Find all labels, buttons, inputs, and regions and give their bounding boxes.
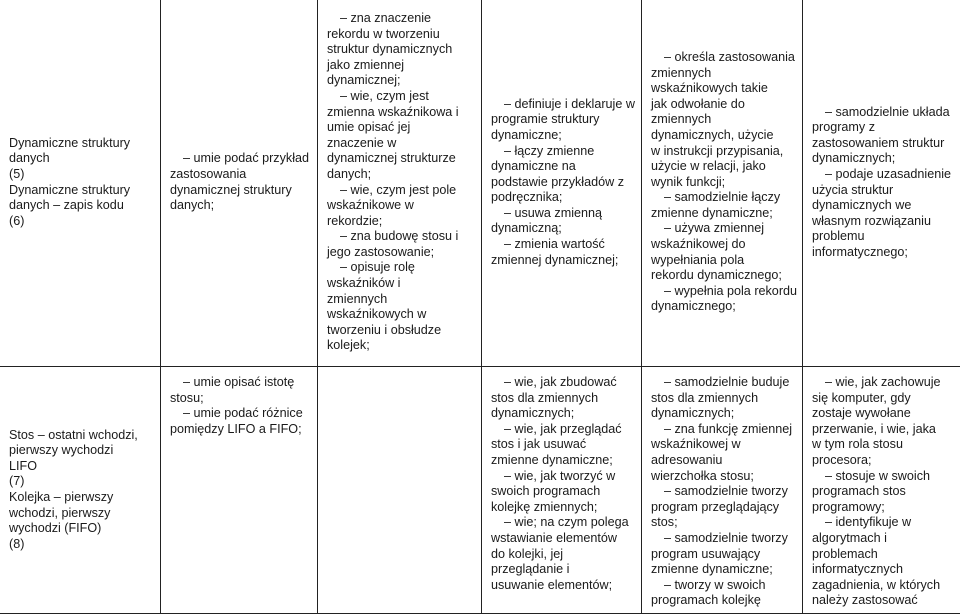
requirement-item (651, 578, 796, 609)
requirement-item (491, 515, 635, 593)
text-line: zagadnienia, w których (812, 577, 941, 592)
text-line: – umie opisać istotę (183, 375, 295, 389)
text-line: zastosowania (170, 166, 247, 181)
text-line: zmienne dynamiczne; (651, 562, 773, 577)
text-line: problemu (812, 229, 865, 244)
text-line: wskaźników i (327, 276, 401, 291)
text-line: wchodzi, pierwszy (9, 505, 111, 520)
text-line: wskaźnikowych takie (651, 81, 768, 96)
requirement-item (812, 469, 955, 516)
text-line: stos dla zmiennych (651, 390, 759, 405)
text-line: – wie, czym jest (340, 88, 429, 103)
requirement-item (327, 11, 475, 89)
text-line: programach stos (812, 484, 906, 499)
text-line: zmiennych (327, 291, 388, 306)
text-line: kolejkę zmiennych; (491, 499, 598, 514)
text-line: zostaje wywołane (812, 406, 911, 421)
text-line: – umie podać różnice (183, 406, 303, 421)
text-line: programy z (812, 120, 875, 135)
text-line: danych; (170, 198, 215, 213)
text-line: wskaźnikowej w (651, 437, 741, 452)
requirement-item (651, 422, 796, 484)
requirement-item (491, 422, 635, 469)
requirement-item (651, 221, 796, 283)
requirement-item (170, 151, 311, 213)
text-line: dynamicznych; (491, 406, 575, 421)
text-line: (7) (9, 474, 25, 489)
text-line: – wie, jak zachowuje (825, 375, 941, 389)
topic-cell (0, 367, 161, 614)
text-line: dynamiczne; (491, 127, 562, 142)
text-line: zmienna wskaźnikowa i (327, 104, 459, 119)
text-line: przerwanie, i wie, jaka (812, 421, 936, 436)
text-line: Dynamiczne struktury (9, 182, 131, 197)
grade-cell-3 (482, 367, 642, 614)
text-line: – wie, czym jest pole (340, 182, 457, 197)
text-line: kolejek; (327, 338, 370, 353)
text-line: podręcznika; (491, 190, 563, 205)
text-line: podstawie przykładów z (491, 174, 624, 189)
text-line: – opisuje rolę (340, 260, 415, 275)
grade-cell-4 (642, 367, 803, 614)
text-line: – tworzy w swoich (664, 577, 766, 592)
requirement-item (812, 515, 955, 609)
text-line: pomiędzy LIFO a FIFO; (170, 421, 302, 436)
grade-cell-5 (803, 0, 960, 367)
text-line: Kolejka – pierwszy (9, 490, 114, 504)
text-line: dynamicznych, użycie (651, 127, 774, 142)
grade-cell-2 (318, 0, 482, 367)
text-line: – samodzielnie układa (825, 104, 950, 119)
text-line: – zna budowę stosu i (340, 229, 459, 244)
requirement-item (327, 260, 475, 354)
text-line: rekordu w tworzeniu (327, 26, 440, 41)
text-line: (6) (9, 213, 25, 228)
requirement-item (491, 206, 635, 237)
text-line: jako zmiennej (327, 57, 405, 72)
requirement-item (812, 375, 955, 469)
text-line: stos; (651, 515, 678, 530)
text-line: – stosuje w swoich (825, 468, 930, 483)
text-line: pierwszy wychodzi (9, 443, 114, 458)
text-line: użycie w relacji, jako (651, 159, 766, 174)
text-line: stos dla zmiennych (491, 390, 599, 405)
table-row-stack-queue (0, 367, 960, 614)
text-line: zmiennych (651, 112, 712, 127)
requirement-item (651, 375, 796, 422)
text-line: usuwanie elementów; (491, 577, 613, 592)
text-line: – łączy zmienne (504, 143, 595, 158)
requirement-item (491, 144, 635, 206)
requirement-item (651, 190, 796, 221)
text-line: zmienne dynamiczne; (491, 452, 613, 467)
text-line: – usuwa zmienną (504, 205, 603, 220)
text-line: – samodzielnie łączy (664, 190, 781, 205)
text-line: rekordzie; (327, 213, 383, 228)
text-line: stos i jak usuwać (491, 437, 587, 452)
text-line: zmiennych (651, 65, 712, 80)
grade-cell-1 (161, 0, 318, 367)
text-line: dynamiczne na (491, 159, 576, 174)
requirement-item (327, 89, 475, 183)
grade-cell-2 (318, 367, 482, 614)
text-line: dynamicznej; (327, 73, 401, 88)
text-line: – zna znaczenie (340, 10, 432, 25)
text-line: w tym rola stosu (812, 437, 903, 452)
text-line: Dynamiczne struktury (9, 135, 131, 150)
text-line: – wie, jak tworzyć w (504, 468, 616, 483)
requirement-item (491, 469, 635, 516)
text-line: (8) (9, 536, 25, 551)
text-line: – wie, jak przeglądać (504, 421, 622, 436)
requirement-item (491, 97, 635, 144)
text-line: dynamicznego; (651, 299, 736, 314)
text-line: wskaźnikowe w (327, 198, 414, 213)
text-line: jego zastosowanie; (327, 244, 435, 259)
text-line: zastosowaniem struktur (812, 135, 945, 150)
text-line: danych – zapis kodu (9, 198, 124, 213)
text-line: swoich programach (491, 484, 601, 499)
topic-cell (0, 0, 161, 367)
text-line: – identyfikuje w (825, 515, 912, 530)
text-line: – samodzielnie tworzy (664, 530, 788, 545)
text-line: wynik funkcji; (651, 174, 726, 189)
requirement-item (812, 167, 955, 261)
requirement-item (327, 183, 475, 230)
requirement-item (651, 50, 796, 190)
text-line: dynamicznej strukturze (327, 151, 456, 166)
text-line: użycia struktur (812, 182, 894, 197)
requirement-item (491, 375, 635, 422)
text-line: – używa zmiennej (664, 221, 765, 236)
grade-cell-1 (161, 367, 318, 614)
text-line: program usuwający (651, 546, 761, 561)
text-line: tworzeniu i obsłudze (327, 322, 442, 337)
text-line: do kolejki, jej (491, 546, 564, 561)
text-line: procesora; (812, 452, 872, 467)
text-line: LIFO (9, 458, 37, 473)
text-line: – określa zastosowania (664, 49, 795, 64)
text-line: jak odwołanie do (651, 96, 745, 111)
text-line: dynamicznych; (812, 151, 896, 166)
grade-cell-3 (482, 0, 642, 367)
text-line: informatycznego; (812, 244, 908, 259)
text-line: – samodzielnie buduje (664, 375, 790, 389)
text-line: adresowaniu (651, 452, 723, 467)
requirement-item (651, 284, 796, 315)
text-line: umie opisać jej (327, 120, 411, 135)
text-line: – samodzielnie tworzy (664, 484, 788, 499)
requirement-item (812, 105, 955, 167)
text-line: – podaje uzasadnienie (825, 166, 952, 181)
text-line: dynamiczną; (491, 221, 562, 236)
text-line: algorytmach i (812, 530, 887, 545)
text-line: wskaźnikowych w (327, 307, 427, 322)
text-line: informatycznych (812, 562, 903, 577)
text-line: dynamicznych; (651, 406, 735, 421)
text-line: Stos – ostatni wchodzi, (9, 427, 138, 442)
text-line: – umie podać przykład (183, 151, 310, 166)
text-line: programie struktury (491, 112, 600, 127)
text-line: własnym rozwiązaniu (812, 213, 931, 228)
text-line: programach kolejkę (651, 593, 761, 608)
text-line: danych; (327, 166, 372, 181)
text-line: zmienne dynamiczne; (651, 205, 773, 220)
text-line: programowy; (812, 499, 885, 514)
text-line: należy zastosować (812, 593, 918, 608)
text-line: danych (9, 151, 50, 166)
text-line: – definiuje i deklaruje w (504, 96, 635, 111)
text-line: (5) (9, 166, 25, 181)
text-line: przeglądanie i (491, 562, 570, 577)
text-line: program przeglądający (651, 499, 780, 514)
text-line: – wie; na czym polega (504, 515, 629, 530)
text-line: w instrukcji przypisania, (651, 143, 784, 158)
text-line: zmiennej dynamicznej; (491, 252, 619, 267)
text-line: wstawianie elementów (491, 530, 617, 545)
requirement-item (491, 237, 635, 268)
requirement-item (170, 406, 311, 437)
requirement-item (651, 484, 796, 531)
text-line: wypełniania pola (651, 252, 745, 267)
requirement-item (651, 531, 796, 578)
text-line: – zmienia wartość (504, 237, 605, 252)
text-line: wierzchołka stosu; (651, 468, 754, 483)
grade-cell-4 (642, 0, 803, 367)
grade-cell-5 (803, 367, 960, 614)
text-line: dynamicznej struktury (170, 182, 292, 197)
text-line: wskaźnikowej do (651, 237, 746, 252)
text-line: struktur dynamicznych (327, 42, 453, 57)
text-line: wychodzi (FIFO) (9, 521, 102, 536)
text-line: znaczenie w (327, 135, 397, 150)
text-line: się komputer, gdy (812, 390, 911, 405)
text-line: dynamicznych we (812, 198, 912, 213)
text-line: problemach (812, 546, 878, 561)
text-line: – zna funkcję zmiennej (664, 421, 793, 436)
text-line: rekordu dynamicznego; (651, 268, 782, 283)
text-line: – wypełnia pola rekordu (664, 283, 798, 298)
requirement-item (170, 375, 311, 406)
text-line: – wie, jak zbudować (504, 375, 617, 389)
requirement-item (327, 229, 475, 260)
text-line: stosu; (170, 390, 204, 405)
